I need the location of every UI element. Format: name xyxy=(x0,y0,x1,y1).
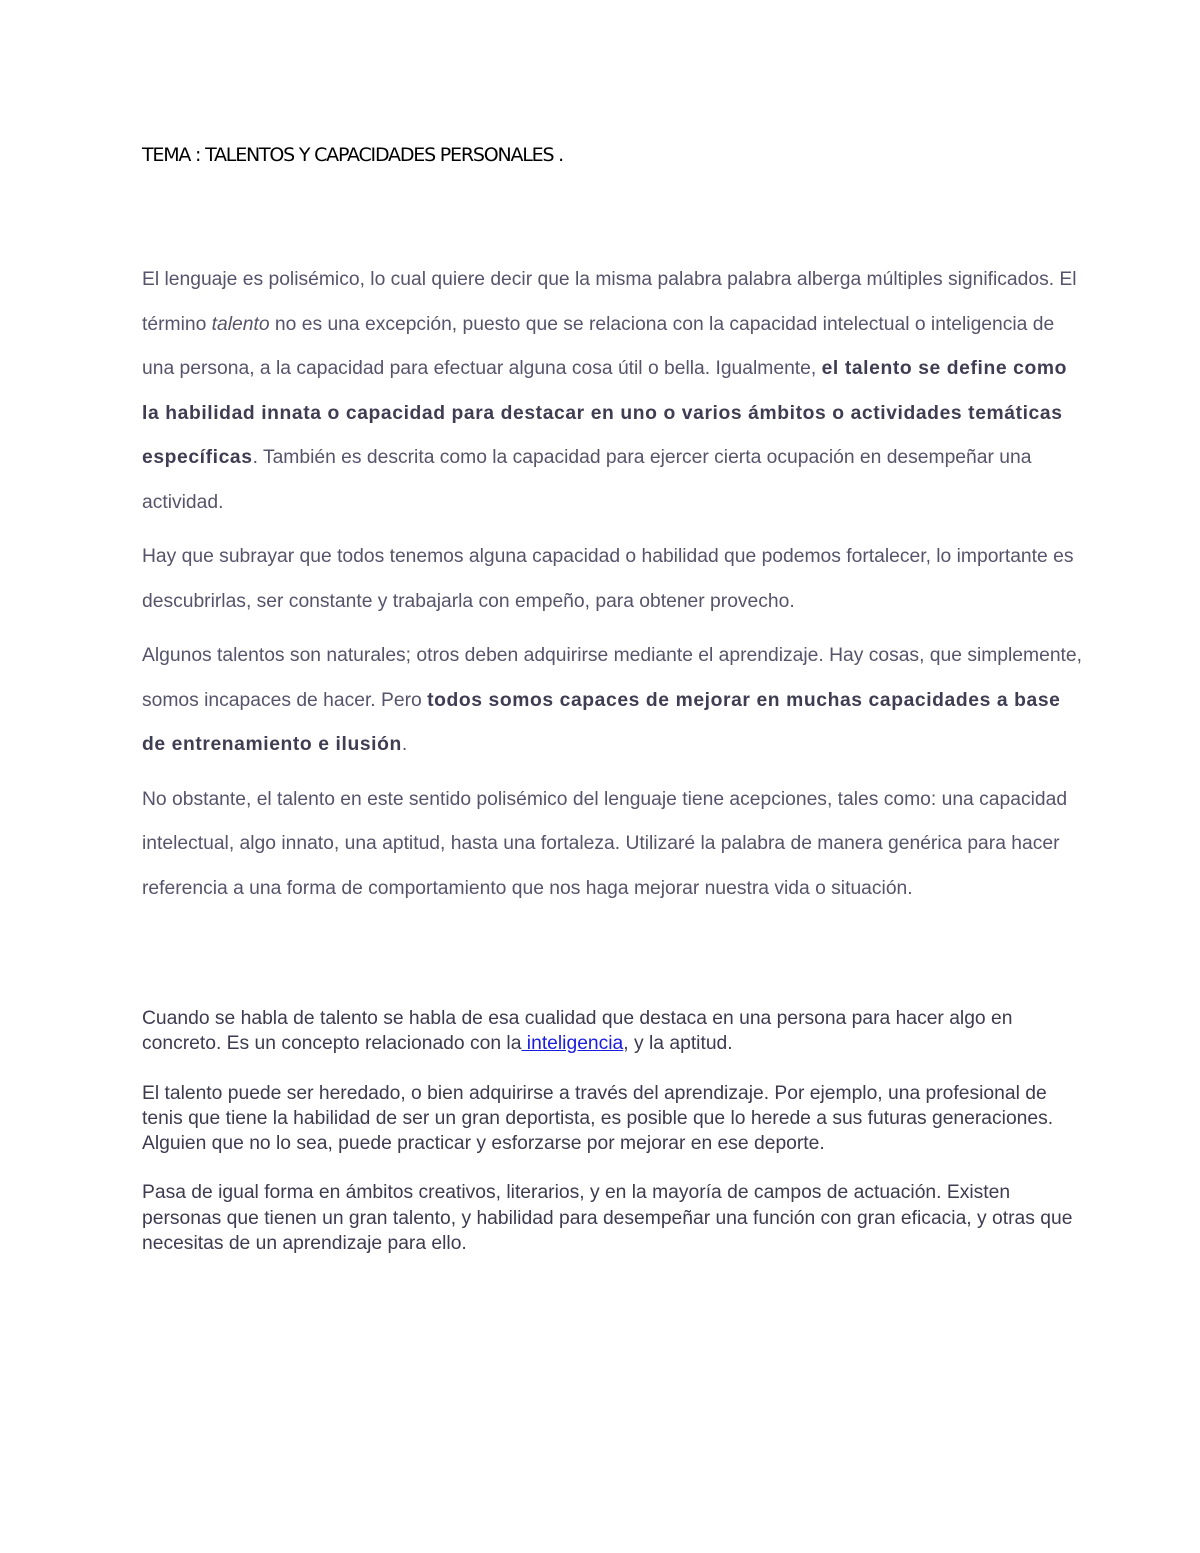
document-title: TEMA : TALENTOS Y CAPACIDADES PERSONALES . xyxy=(142,144,564,166)
inteligencia-link[interactable]: inteligencia xyxy=(521,1033,624,1055)
paragraph-polysemy xyxy=(142,258,1082,525)
paragraph-creative-fields: Pasa de igual forma en ámbitos creativos, literarios, y en la mayoría de campos de actuación. Existen personas que tienen un gran talento, y habilidad para desempeñar una función con gran eficacia, y otras que necesitas de un aprendizaje para ello. xyxy=(142,1182,1073,1255)
paragraph-text: Cuando se habla de talento se habla de esa cualidad que destaca en una persona para hacer algo en concreto. Es un concepto relacionado con la xyxy=(142,1008,1013,1055)
paragraph-acceptations: No obstante, el talento en este sentido polisémico del lenguaje tiene acepciones, tales como: una capacidad intelectual, algo innato, una aptitud, hasta una fortaleza. Utilizaré la palabra de manera genérica para hacer referencia a una forma de comportamiento que nos haga mejorar nuestra vida o situación. xyxy=(142,788,1068,899)
section-talent-concept xyxy=(142,1006,1082,1280)
paragraph-text: no es una excepción, puesto que se relaciona con la capacidad intelectual o inteligencia de una persona, a la capacidad para efectuar alguna cosa útil o bella. Igualmente, xyxy=(142,313,1055,379)
paragraph-natural-talents xyxy=(142,634,1082,768)
paragraph-text: Algunos talentos son naturales; otros deben adquirirse mediante el aprendizaje. Hay cosas, que simplemente, somos incapaces de hacer. Pero xyxy=(142,645,1082,711)
paragraph-concept xyxy=(142,1006,1082,1057)
paragraph-text: , y la aptitud. xyxy=(623,1033,733,1055)
italic-term: talento xyxy=(211,313,270,335)
section-talent-definition xyxy=(142,258,1082,921)
bold-statement: todos somos capaces de mejorar en muchas capacidades a base de entrenamiento e ilusión xyxy=(142,689,1061,755)
paragraph-text: . xyxy=(401,734,408,755)
paragraph-text: . También es descrita como la capacidad para ejercer cierta ocupación en desempeñar una actividad. xyxy=(142,447,1032,513)
paragraph-text: El lenguaje es polisémico, lo cual quiere decir que la misma palabra palabra alberga múltiples significados. El término xyxy=(142,269,1077,335)
bold-definition: el talento se define como la habilidad innata o capacidad para destacar en uno o varios ámbitos o actividades temáticas específicas xyxy=(142,358,1067,468)
paragraph-inherited: El talento puede ser heredado, o bien adquirirse a través del aprendizaje. Por ejemplo, una profesional de tenis que tiene la habilidad de ser un gran deportista, es posible que lo herede a sus futuras generaciones. Alguien que no lo sea, puede practicar y esforzarse por mejorar en ese deporte. xyxy=(142,1082,1054,1155)
paragraph-strengthen: Hay que subrayar que todos tenemos alguna capacidad o habilidad que podemos fortalecer, lo importante es descubrirlas, ser constante y trabajarla con empeño, para obtener provecho. xyxy=(142,546,1074,612)
